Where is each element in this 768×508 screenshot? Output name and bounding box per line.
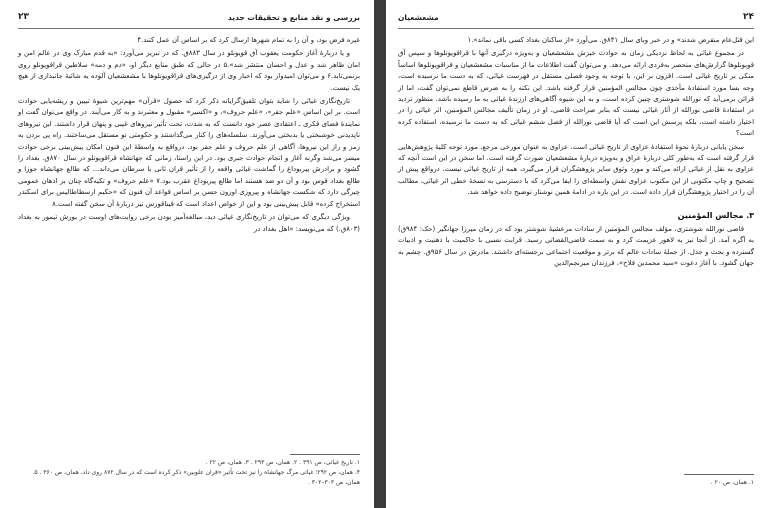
paragraph: قاضی نورالله شوشتری، مؤلف مجالس المؤمنین از سادات مرعشیهٔ شوشتر بود که در زمان میرزا جهانگیر (حک: ۹۸۴ق) به آگره آمد. از آنجا نیز به لاهور عزیمت کرد و به سمت قاضی‌القضاتی رسید. قرابت نسبی با حاکمیت با ذهنیت و ادبیات گسترده و بحث و جدل. از جملهٔ سادات عالم که برتر و موقعیت اجتماعی برجسته‌ای داشتند. مادرش در سال ۹۵۶ق. چشم به جهان گشود. با آغاز دعوت «سید محمدبن فلاح»، فرزندان میرنجم‌الدین — [398, 224, 754, 267]
footnote: ۴. همان، ص ۲۹۲؛ غیاثی مرگ جهانشاه را نیز تحت تأثیر «قران علویین» ذکر کرده است که در سال ۸۷۲ روی داد، همان، ص ۳۶۰ . ۵. همان، ص ۳۰۳–۳۰۲ . — [32, 469, 360, 486]
left-body-text — [18, 35, 360, 235]
footnote-rule — [684, 474, 754, 475]
right-header-rule — [398, 28, 754, 29]
book-gutter — [374, 0, 386, 508]
right-page-number: ۲۴ — [743, 12, 754, 22]
paragraph: در مجموع غیاثی به لحاظ نزدیکی زمان به حوادث خیزش مشعشعیان و به‌ویژه درگیری آنها با قراقویونلوها و سپس آق قویونلوها گزارش‌های منحصر به‌فردی ارائه می‌دهد. و می‌توان گفت اطلاعات ما از مناسبات مشعشعیان و قراقویونلوها اساساً متکی بر تاریخ غیاثی است. افزون بر این، با توجه به وجود فصلی مستقل در فهرست غیاثی، که به دست ما نرسیده است، وجه بسا مورد استفادهٔ مأخذی چون مجالس المؤمنین قرار گرفته باشد. این نکته را به ضرس قاطع نمی‌توان گفت، اما از قرائن برمی‌آید که نورالله شوشتری چنین کرده است، و به این شیوه آگاهی‌های ارزندهٔ غیاثی به ما رسیده باشد. منظور تردید در استفادهٔ قاضی نورالله از آثار غیاثی نیست که بنابر صراحت قاضی، او در زمان تألیف مجالس المؤمنین، اثر غیاثی را در اختیار داشته است، بلکه پرسش این است که آیا قاضی نورالله از فصل ششم غیاثی که به دست ما نرسیده، استفاده کرده است؟ — [398, 49, 754, 138]
section-heading: ۳. مجالس المؤمنین — [677, 210, 754, 220]
right-footnotes — [398, 474, 754, 488]
right-page-header — [398, 12, 754, 26]
left-page — [0, 0, 374, 508]
paragraph: غیره فرض بود، و آن را به تمام شهرها ارسال کرد که بر اساس آن عمل کنند.۴ — [137, 36, 360, 44]
left-page-number: ۲۳ — [18, 12, 29, 22]
paragraph: تاریخ‌نگاری غیاثی را شاید بتوان تلفیق‌گرایانه ذکر کرد که حصول «قرآن» مهم‌ترین شیوهٔ تبیین و ریشه‌یابی حوادث است. بر این اساس «علم جفر»، «علم حروف»، و «اکسیر» مقبول و معتبرند و به کار می‌آیند. در واقع می‌توان گفت او نمایندهٔ فضای فکری ـ اعتقادی عصر خود دانست که به شدت، تحت تأثیر نیروهای غیبی و پنهان قرار داشتند. این نیروهای ناپدیدنی خوشبختی یا بدبختی می‌آورند. سلسله‌های را کنار می‌گذاشتند و حکومتی نو مستقل می‌ساختند. راه پی بردن به رمز و راز این نیروها، آگاهی از علم حروف و علم جفر بود. درواقع به واسطهٔ این فنون امکان پیش‌بینی برخی حوادث میسر می‌شد وگرنه آغاز و انجام حوادث جبری بود. در این راستا، زمانی که جهانشاه قراقویونلو در سال ۸۷۰ق. بغداد را گشود و برادرش پیربوداغ را گماشت غیاثی واقعه را از تأثیر قران ثانی با سرطان می‌داند... که طالع جهانشاه جوزا و طالع بغداد قوس بود و آن دو ضد هستند اما طالع پیربوداغ عقرب بود.۷ «علم حروف» و تکیه‌گاه چنان بر اذهان عمومی چیرگی دارد که شکست جهانشاه و پیروزی اوزون حسن بر اساس قواعد آن فنون که «حکیم ارسطاطالیس برای اسکندر استخراج کرده» قابل پیش‌بینی بود و این از خواص اعداد است که قیناقورس نیز دربارهٔ آن سخن گفته است.۸ — [18, 97, 360, 208]
footnote: ۱. همان، ص ۲۰ . — [710, 479, 754, 486]
footnote-rule — [290, 454, 360, 455]
left-page-header — [18, 12, 360, 26]
right-running-title: مشعشعیان — [398, 13, 439, 22]
paragraph: سخن پایانی دربارهٔ نحوهٔ استفادهٔ عزاوی از تاریخ غیاثی است. عزاوی به عنوان مورخی مرجع، مورد توجه کلیهٔ پژوهش‌هایی قرار گرفته است که به‌طور کلی دربارهٔ عراق و به‌ویژه دربارهٔ مشعشعیان صورت گرفته است. اما سخن در این است آنچه که عزاوی به نقل از غیاثی ارائه می‌کند و مورد وثوق سایر پژوهشگران قرار می‌گیرد، همه از تاریخ غیاثی نیست. درواقع پیش از تصحیح و چاپ مکتوبی از این مکتوب عزاوی نقش واسطه‌ای را ایفا می‌کرد که با دسترسی به نسخهٔ خطی اثر غیاثی، مطالب آن را در اختیار پژوهشگران قرار داده است. در این باره در ادامهٔ همین نوشتار توضیح داده خواهد شد. — [398, 142, 754, 197]
paragraph: و یا دربارهٔ آغاز حکومت یعقوب آق قویونلو در سال ۸۸۳ق. که در تبریز می‌آورد: «به قدم مبارک وی در عالم امن و امان ظاهر شد و عدل و احسان منتشر شد».۵ در حالی که طبق منابع دیگر او، «دم و دمه» سلاطین قراقویونلو روی برنمی‌تابد.۶ و می‌توان امیدوار بود که اخبار وی از درگیری‌های قراقویونلوها با مشعشعیان آلوده به شائبهٔ جانبداری از هیچ یک نیست. — [18, 49, 360, 92]
right-page — [386, 0, 768, 508]
left-footnotes — [18, 454, 360, 488]
footnote: ۱. تاریخ غیاثی، ص ۳۹۱ . ۲. همان، ص ۲۹۳ . ۳. همان، ص ۲۲ . — [205, 459, 360, 466]
paragraph: ویژگی دیگری که می‌توان در تاریخ‌نگاری غیاثی دید، مبالغه‌آمیز بودن برخی روایت‌های اوست در یورش تیمور به بغداد (۸۰۳ق.) که می‌نویسد: «اهل بغداد در — [18, 213, 360, 233]
paragraph: این قتل‌عام منقرض شدند» و در خبر وبای سال ۸۴۱ق. می‌آورد «از ساکنان بغداد کسی باقی نماند».۱ — [467, 36, 754, 44]
right-body-text — [398, 35, 754, 199]
left-running-title: بررسی و نقد منابع و تحقیقات جدید — [227, 13, 360, 22]
left-header-rule — [18, 28, 360, 29]
right-section-text — [398, 224, 754, 270]
